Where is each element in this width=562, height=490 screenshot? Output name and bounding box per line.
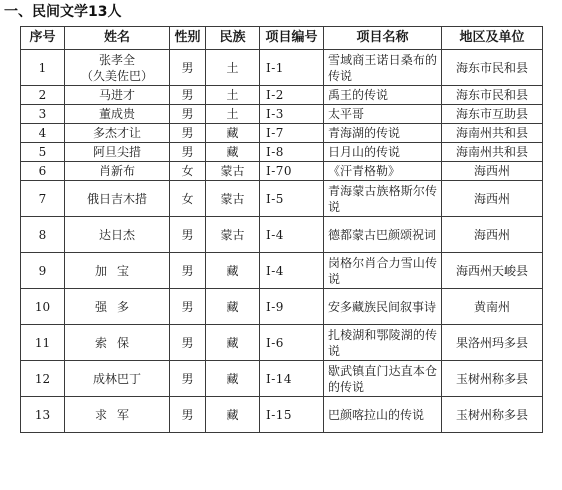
table-row <box>21 253 543 289</box>
cell-project-name: 岗格尔肖合力雪山传说 <box>324 253 442 289</box>
cell-project-code: Ⅰ-70 <box>260 162 324 181</box>
cell-gender: 男 <box>170 143 206 162</box>
table-header-row <box>21 27 543 50</box>
cell-gender: 男 <box>170 50 206 86</box>
cell-index: 7 <box>21 181 65 217</box>
cell-gender: 男 <box>170 105 206 124</box>
cell-index: 3 <box>21 105 65 124</box>
cell-ethnicity: 藏 <box>206 289 260 325</box>
cell-ethnicity: 藏 <box>206 124 260 143</box>
table-row <box>21 162 543 181</box>
cell-name: 加宝 <box>65 253 170 289</box>
inheritors-table <box>20 26 543 433</box>
cell-index: 12 <box>21 361 65 397</box>
table-row <box>21 289 543 325</box>
cell-index: 13 <box>21 397 65 433</box>
cell-name: 俄日吉木措 <box>65 181 170 217</box>
cell-gender: 男 <box>170 289 206 325</box>
cell-project-name: 巴颜喀拉山的传说 <box>324 397 442 433</box>
cell-project-name: 太平哥 <box>324 105 442 124</box>
cell-project-code: Ⅰ-4 <box>260 253 324 289</box>
cell-ethnicity: 蒙古 <box>206 181 260 217</box>
table-row <box>21 86 543 105</box>
header-region: 地区及单位 <box>442 27 543 50</box>
table-row <box>21 181 543 217</box>
cell-region: 海东市民和县 <box>442 50 543 86</box>
cell-name: 张孝全 （久美佐巴） <box>65 50 170 86</box>
cell-index: 1 <box>21 50 65 86</box>
cell-region: 海南州共和县 <box>442 143 543 162</box>
cell-gender: 男 <box>170 217 206 253</box>
cell-region: 海西州 <box>442 181 543 217</box>
cell-name: 强多 <box>65 289 170 325</box>
cell-name: 肖新布 <box>65 162 170 181</box>
header-name: 姓名 <box>65 27 170 50</box>
section-heading: 一、民间文学13人 <box>4 4 122 20</box>
cell-index: 4 <box>21 124 65 143</box>
table-row <box>21 217 543 253</box>
cell-index: 6 <box>21 162 65 181</box>
cell-index: 9 <box>21 253 65 289</box>
cell-name: 阿旦尖措 <box>65 143 170 162</box>
table-row <box>21 124 543 143</box>
cell-region: 玉树州称多县 <box>442 397 543 433</box>
cell-region: 海西州 <box>442 217 543 253</box>
cell-region: 海南州共和县 <box>442 124 543 143</box>
cell-name: 多杰才让 <box>65 124 170 143</box>
cell-name: 求军 <box>65 397 170 433</box>
cell-region: 黄南州 <box>442 289 543 325</box>
cell-name: 成林巴丁 <box>65 361 170 397</box>
cell-name: 索保 <box>65 325 170 361</box>
cell-ethnicity: 藏 <box>206 325 260 361</box>
cell-project-name: 禹王的传说 <box>324 86 442 105</box>
cell-project-name: 安多藏族民间叙事诗 <box>324 289 442 325</box>
cell-project-code: Ⅰ-2 <box>260 86 324 105</box>
cell-region: 玉树州称多县 <box>442 361 543 397</box>
cell-name: 马进才 <box>65 86 170 105</box>
cell-project-code: Ⅰ-3 <box>260 105 324 124</box>
cell-index: 11 <box>21 325 65 361</box>
cell-region: 海西州天峻县 <box>442 253 543 289</box>
cell-gender: 男 <box>170 361 206 397</box>
cell-index: 10 <box>21 289 65 325</box>
cell-project-code: Ⅰ-14 <box>260 361 324 397</box>
cell-ethnicity: 土 <box>206 86 260 105</box>
cell-index: 5 <box>21 143 65 162</box>
cell-ethnicity: 藏 <box>206 253 260 289</box>
cell-region: 果洛州玛多县 <box>442 325 543 361</box>
cell-gender: 男 <box>170 397 206 433</box>
cell-ethnicity: 藏 <box>206 397 260 433</box>
cell-project-name: 《汗青格勒》 <box>324 162 442 181</box>
cell-project-name: 雪域商王诺日桑布的传说 <box>324 50 442 86</box>
cell-project-code: Ⅰ-1 <box>260 50 324 86</box>
cell-gender: 男 <box>170 253 206 289</box>
cell-gender: 女 <box>170 162 206 181</box>
cell-region: 海东市互助县 <box>442 105 543 124</box>
cell-ethnicity: 藏 <box>206 361 260 397</box>
cell-ethnicity: 土 <box>206 50 260 86</box>
cell-project-code: Ⅰ-4 <box>260 217 324 253</box>
cell-gender: 女 <box>170 181 206 217</box>
cell-ethnicity: 藏 <box>206 143 260 162</box>
cell-project-name: 青海蒙古族格斯尔传说 <box>324 181 442 217</box>
header-project-code: 项目编号 <box>260 27 324 50</box>
cell-index: 8 <box>21 217 65 253</box>
cell-project-name: 德都蒙古巴颜颂祝词 <box>324 217 442 253</box>
cell-project-code: Ⅰ-9 <box>260 289 324 325</box>
cell-ethnicity: 蒙古 <box>206 162 260 181</box>
header-gender: 性别 <box>170 27 206 50</box>
cell-name: 董成贵 <box>65 105 170 124</box>
cell-index: 2 <box>21 86 65 105</box>
header-ethnicity: 民族 <box>206 27 260 50</box>
cell-project-name: 日月山的传说 <box>324 143 442 162</box>
cell-project-name: 扎棱湖和鄂陵湖的传说 <box>324 325 442 361</box>
header-project-name: 项目名称 <box>324 27 442 50</box>
table-row <box>21 143 543 162</box>
header-index: 序号 <box>21 27 65 50</box>
table-row <box>21 325 543 361</box>
cell-region: 海东市民和县 <box>442 86 543 105</box>
cell-gender: 男 <box>170 124 206 143</box>
cell-gender: 男 <box>170 325 206 361</box>
cell-project-code: Ⅰ-8 <box>260 143 324 162</box>
cell-project-code: Ⅰ-6 <box>260 325 324 361</box>
table-body <box>21 50 543 433</box>
cell-region: 海西州 <box>442 162 543 181</box>
cell-project-code: Ⅰ-5 <box>260 181 324 217</box>
cell-ethnicity: 蒙古 <box>206 217 260 253</box>
table-row <box>21 361 543 397</box>
cell-name: 达日杰 <box>65 217 170 253</box>
cell-project-code: Ⅰ-15 <box>260 397 324 433</box>
table-row <box>21 397 543 433</box>
cell-gender: 男 <box>170 86 206 105</box>
cell-project-code: Ⅰ-7 <box>260 124 324 143</box>
table-row <box>21 50 543 86</box>
table-row <box>21 105 543 124</box>
cell-ethnicity: 土 <box>206 105 260 124</box>
cell-project-name: 歇武镇直门达直本仓的传说 <box>324 361 442 397</box>
cell-project-name: 青海湖的传说 <box>324 124 442 143</box>
